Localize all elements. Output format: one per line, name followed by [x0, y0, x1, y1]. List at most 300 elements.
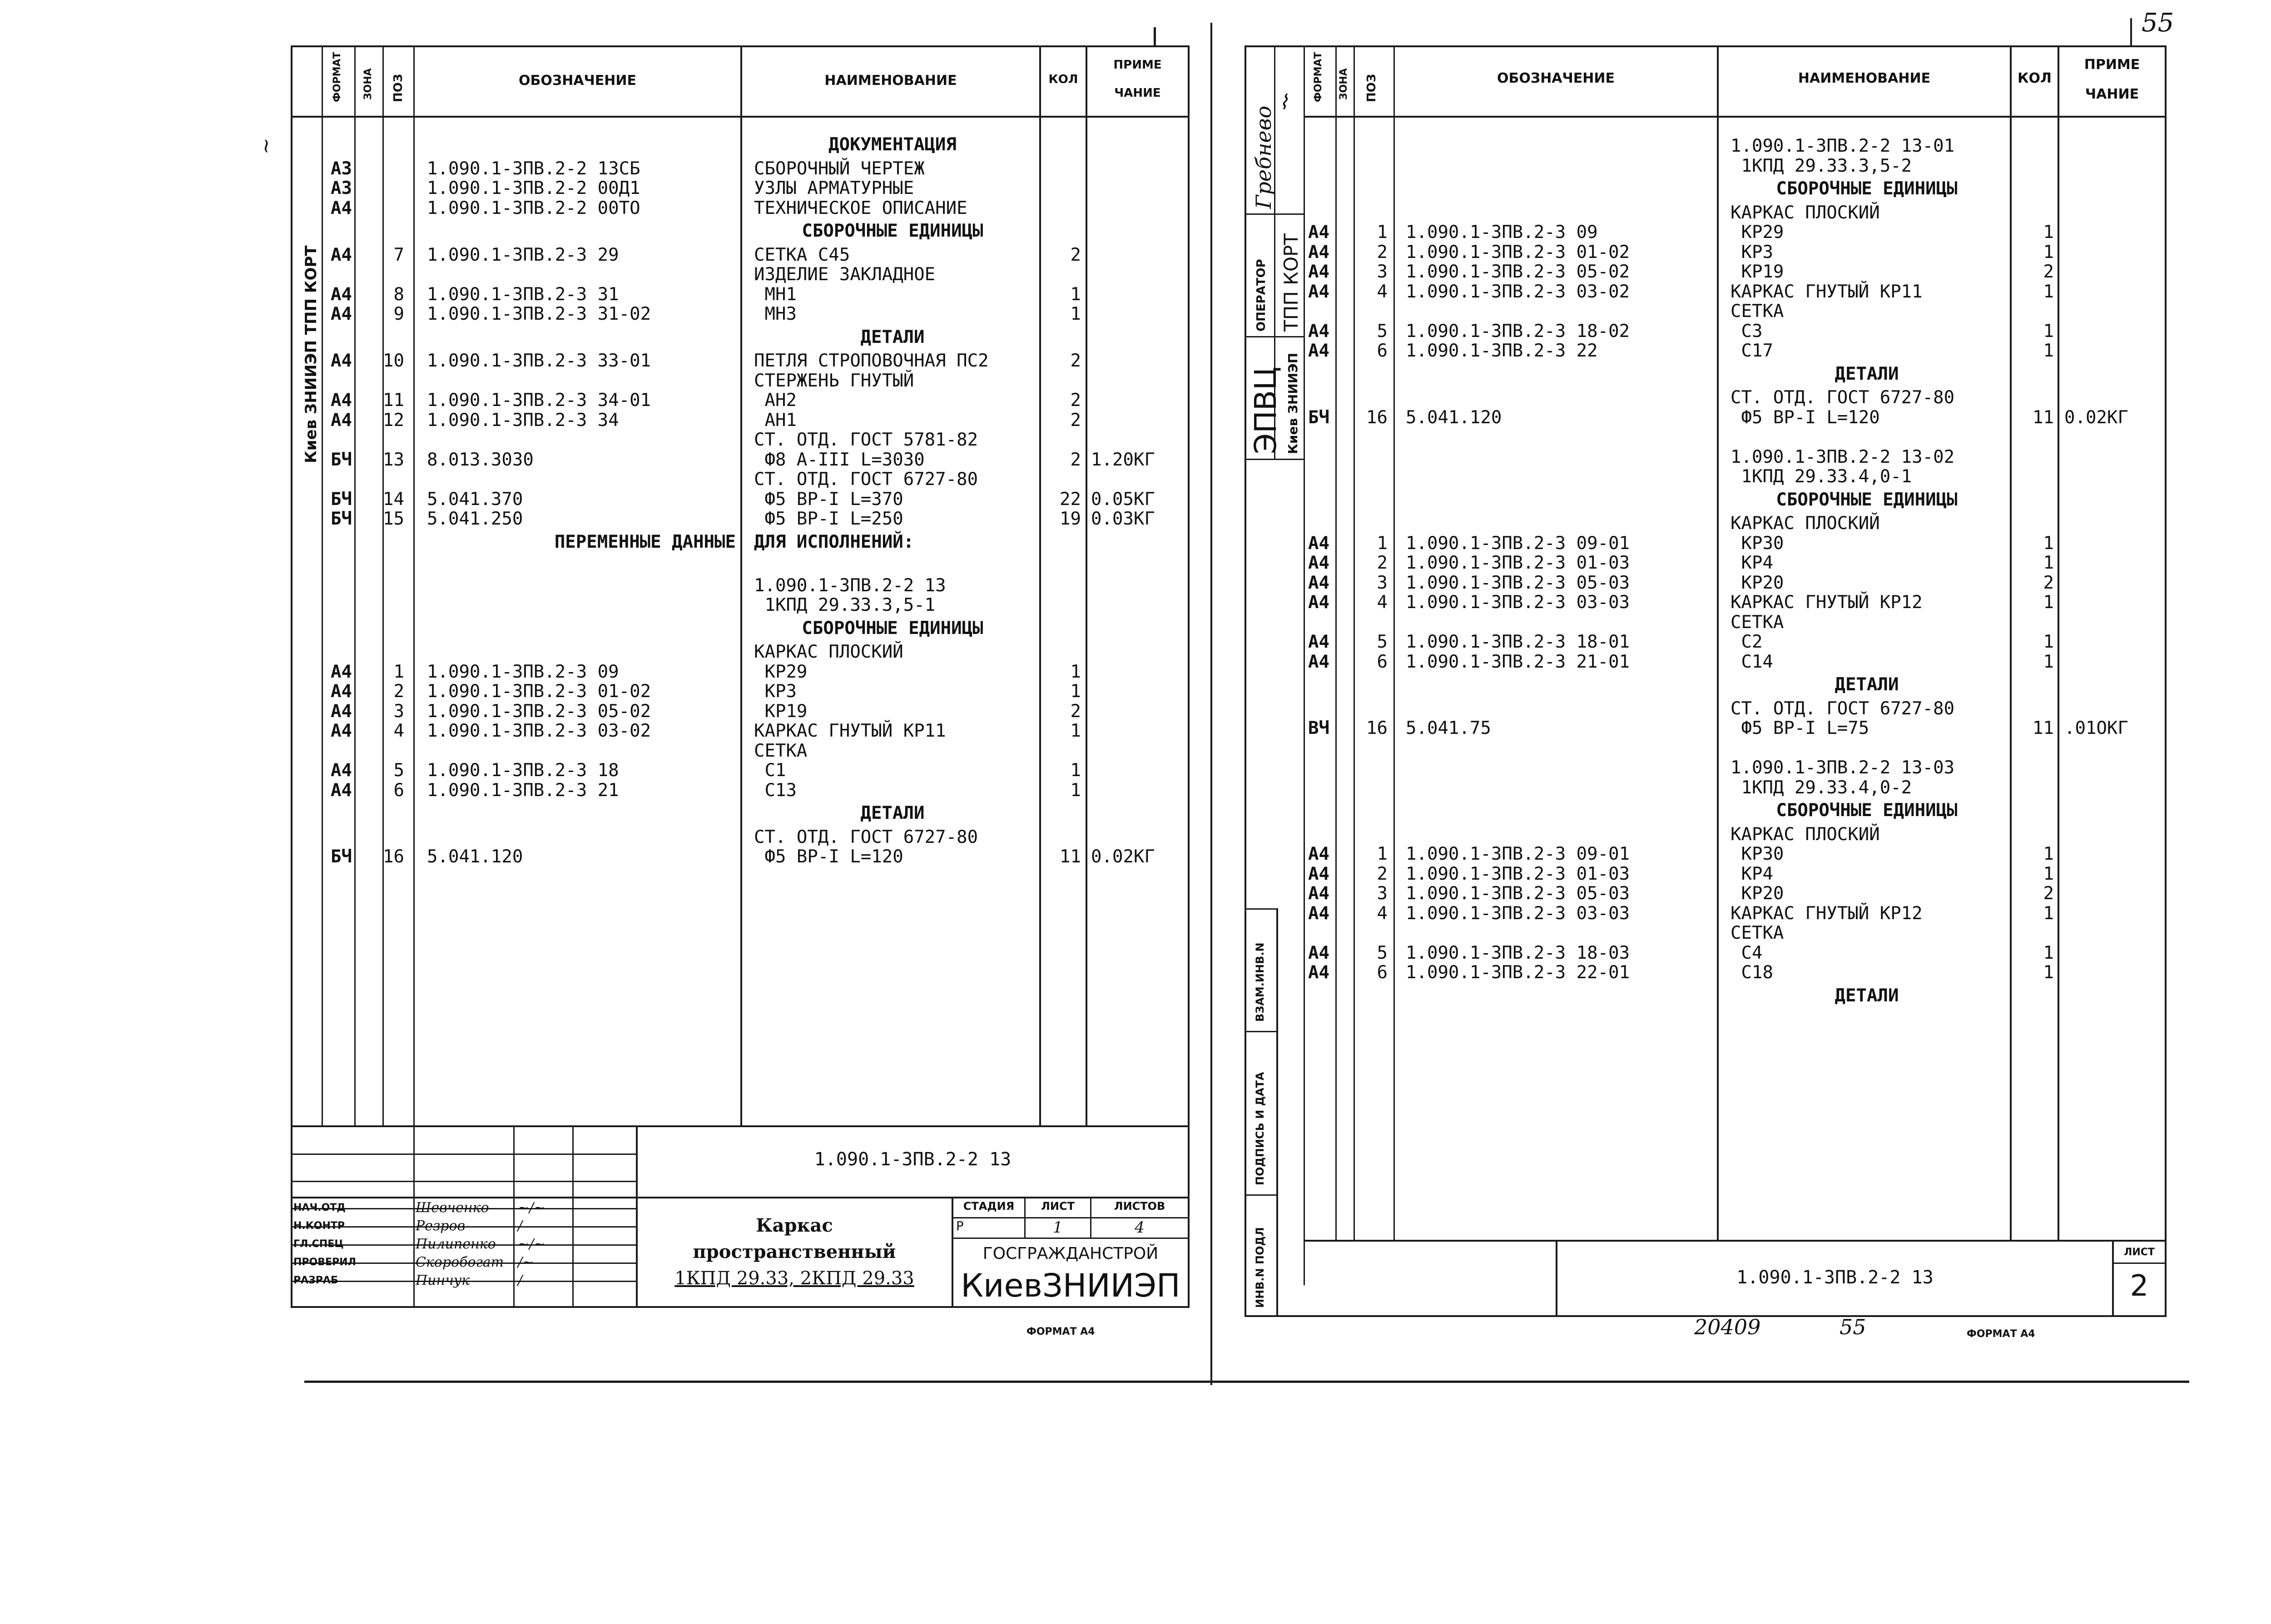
cell-name: КР4 [1731, 553, 1773, 573]
section-heading: СБОРОЧНЫЕ ЕДИНИЦЫ [802, 618, 983, 639]
cell-pos: 5 [1377, 942, 1388, 963]
cell-name: МН3 [754, 304, 797, 324]
table-row [0, 531, 2271, 554]
right-sheet-label: ЛИСТ [2124, 1247, 2155, 1258]
cell-format: А4 [1308, 222, 1329, 243]
cell-note: 0.02КГ [2064, 407, 2128, 428]
table-row [0, 447, 2271, 467]
operator-signature: ⌇ [1279, 91, 1289, 114]
cell-name: СТ. ОТД. ГОСТ 6727-80 [1731, 698, 1955, 719]
cell-name: СТ. ОТД. ГОСТ 6727-80 [754, 827, 978, 847]
cell-pos: 2 [1377, 242, 1388, 262]
cell-qty: 1 [1070, 760, 1081, 781]
cell-pos: 4 [1377, 281, 1388, 302]
cell-pos: 4 [1377, 903, 1388, 924]
stamp-role: ГЛ.СПЕЦ [293, 1238, 344, 1250]
cell-designation: 1.090.1-3ПВ.2-3 18-03 [1406, 942, 1630, 963]
left-format-label: ФОРМАТ А4 [1026, 1326, 1095, 1337]
cell-name: СТ. ОТД. ГОСТ 6727-80 [754, 469, 978, 490]
cell-qty: 1 [1070, 721, 1081, 741]
cell-format: А4 [331, 760, 352, 781]
cell-name: С18 [1731, 962, 1773, 983]
cell-format: А4 [1308, 942, 1329, 963]
cell-name: КР3 [1731, 242, 1773, 262]
section-heading: ДЕТАЛИ [1835, 363, 1899, 384]
table-row [0, 652, 2271, 672]
cell-pos: 16 [1366, 718, 1388, 738]
cell-qty: 11 [1060, 847, 1081, 867]
cell-name: Ф5 ВР-I L=75 [1731, 718, 1869, 738]
cell-pos: 9 [393, 304, 404, 324]
header-note-2: ЧАНИЕ [1114, 86, 1161, 100]
cell-designation: 8.013.3030 [427, 449, 534, 470]
left-doc-code: 1.090.1-3ПВ.2-2 13 [814, 1149, 1012, 1170]
cell-format: А3 [331, 178, 352, 198]
cell-name: С4 [1731, 942, 1763, 963]
stamp-stage: Р [956, 1218, 964, 1233]
section-heading: СБОРОЧНЫЕ ЕДИНИЦЫ [1776, 489, 1958, 510]
cell-designation: 1.090.1-3ПВ.2-3 09-01 [1406, 533, 1630, 554]
cell-designation: 1.090.1-3ПВ.2-3 21 [427, 780, 619, 801]
cell-format: А4 [1308, 883, 1329, 904]
cell-qty: 1 [2043, 242, 2054, 262]
cell-qty: 1 [1070, 780, 1081, 801]
cell-format: БЧ [331, 847, 352, 867]
cell-format: А4 [1308, 242, 1329, 262]
cell-format: А4 [1308, 651, 1329, 672]
cell-designation: 1.090.1-3ПВ.2-3 09 [1406, 222, 1598, 243]
cell-format: А4 [331, 244, 352, 265]
cell-designation: 1.090.1-3ПВ.2-3 18-01 [1406, 632, 1630, 652]
r-header-note-1: ПРИМЕ [2084, 57, 2140, 73]
stamp-person: Пинчук [416, 1272, 470, 1288]
table-row [0, 699, 2271, 718]
cell-name: КР3 [754, 681, 797, 702]
cell-qty: 2 [1070, 701, 1081, 722]
cell-format: А4 [331, 681, 352, 702]
cell-designation: 1.090.1-3ПВ.2-3 33-01 [427, 351, 651, 371]
cell-name: КР20 [1731, 883, 1784, 904]
stamp-title-line-1: Каркас [756, 1215, 833, 1236]
cell-pos: 13 [383, 449, 404, 470]
cell-name: КАРКАС ГНУТЫЙ КР11 [1731, 281, 1923, 302]
cell-designation: 1.090.1-3ПВ.2-3 21-01 [1406, 651, 1630, 672]
cell-name: КР29 [754, 661, 808, 682]
header-note-1: ПРИМЕ [1113, 58, 1162, 72]
cell-designation: 1.090.1-3ПВ.2-3 05-02 [427, 701, 651, 722]
cell-designation: 1.090.1-3ПВ.2-3 31-02 [427, 304, 651, 324]
table-row [0, 904, 2271, 923]
cell-format: А4 [1308, 572, 1329, 593]
cell-format: ВЧ [1308, 718, 1329, 738]
cell-designation: 1.090.1-3ПВ.2-3 03-03 [1406, 592, 1630, 613]
cell-qty: 1 [2043, 321, 2054, 342]
stamp-person: Скоробогат [416, 1254, 504, 1270]
cell-format: А4 [1308, 321, 1329, 342]
table-row [0, 302, 2271, 321]
cell-pos: 1 [1377, 222, 1388, 243]
cell-qty: 1 [1070, 304, 1081, 324]
cell-designation: 1.090.1-3ПВ.2-3 01-02 [1406, 242, 1630, 262]
cell-format: А4 [331, 351, 352, 371]
cell-format: БЧ [1308, 407, 1329, 428]
table-row [0, 341, 2271, 361]
cell-qty: 2 [1070, 410, 1081, 431]
cell-pos: 6 [1377, 341, 1388, 361]
cell-name: СБОРОЧНЫЙ ЧЕРТЕЖ [754, 158, 925, 179]
cell-designation: 1.090.1-3ПВ.2-3 05-03 [1406, 883, 1630, 904]
header-format: ФОРМАТ [332, 52, 343, 102]
cell-name: АН1 [754, 410, 797, 431]
table-row [0, 632, 2271, 652]
cell-designation: 1.090.1-3ПВ.2-2 00ТО [427, 198, 640, 218]
cell-note: 0.03КГ [1091, 509, 1155, 529]
cell-format: А4 [1308, 592, 1329, 613]
cell-designation: 1.090.1-3ПВ.2-3 22-01 [1406, 962, 1630, 983]
section-heading: ДЕТАЛИ [1835, 985, 1899, 1006]
cell-name: КАРКАС ПЛОСКИЙ [754, 642, 903, 662]
table-row [0, 262, 2271, 285]
cell-qty: 1 [2043, 281, 2054, 302]
cell-pos: 10 [383, 351, 404, 371]
header-pos: ПОЗ [392, 74, 405, 102]
cell-qty: 1 [2043, 863, 2054, 884]
cell-format: А4 [331, 390, 352, 411]
table-row [0, 281, 2271, 305]
cell-name: КР30 [1731, 844, 1784, 864]
cell-format: БЧ [331, 509, 352, 529]
cell-format: А4 [1308, 281, 1329, 302]
section-heading: ДЕТАЛИ [860, 803, 925, 823]
cell-pos: 15 [383, 509, 404, 529]
cell-designation: 5.041.120 [427, 847, 523, 867]
cell-format: А4 [331, 721, 352, 741]
cell-format: А3 [331, 158, 352, 179]
cell-designation: 1.090.1-3ПВ.2-3 31 [427, 284, 619, 305]
cell-pos: 4 [393, 721, 404, 741]
cell-qty: 1 [2043, 533, 2054, 554]
cell-qty: 22 [1060, 489, 1081, 510]
cell-name: 1.090.1-3ПВ.2-2 13-03 [1731, 758, 1955, 778]
cell-qty: 1 [2043, 553, 2054, 573]
inv-podl-label: ИНВ.N ПОДЛ [1254, 1227, 1266, 1308]
stamp-stage-label: СТАДИЯ [963, 1200, 1015, 1213]
table-row [0, 155, 2271, 179]
stamp-role: НАЧ.ОТД [293, 1202, 346, 1213]
table-row [0, 593, 2271, 612]
cell-qty: 19 [1060, 509, 1081, 529]
cell-note: 0.02КГ [1091, 847, 1155, 867]
cell-designation: 1.090.1-3ПВ.2-3 01-03 [1406, 863, 1630, 884]
cell-name: КАРКАС ГНУТЫЙ КР11 [754, 721, 946, 741]
table-row [0, 613, 2271, 632]
cell-note: .01ОКГ [2064, 718, 2128, 738]
podpis-label: ПОДПИСЬ И ДАТА [1254, 1072, 1266, 1185]
cell-designation: 1.090.1-3ПВ.2-3 29 [427, 244, 619, 265]
cell-qty: 1 [2043, 962, 2054, 983]
cell-qty: 2 [1070, 449, 1081, 470]
cell-name: КАРКАС ПЛОСКИЙ [1731, 202, 1880, 223]
table-row [0, 825, 2271, 844]
cell-name: Ф5 ВР-I L=370 [754, 489, 903, 510]
cell-pos: 5 [393, 760, 404, 781]
cell-designation: 1.090.1-3ПВ.2-3 05-02 [1406, 262, 1630, 282]
cell-name: КР29 [1731, 222, 1784, 243]
header-zone: ЗОНА [362, 68, 374, 100]
cell-designation: 1.090.1-3ПВ.2-2 13СБ [427, 158, 640, 179]
cell-name: С3 [1731, 321, 1763, 342]
stamp-role: ПРОВЕРИЛ [293, 1257, 356, 1268]
cell-format: А4 [1308, 553, 1329, 573]
cell-designation: 1.090.1-3ПВ.2-2 00Д1 [427, 178, 640, 198]
cell-name: МН1 [754, 284, 797, 305]
cell-name: ПЕТЛЯ СТРОПОВОЧНАЯ ПС2 [754, 351, 989, 371]
cell-pos: 6 [393, 780, 404, 801]
cell-pos: 6 [1377, 962, 1388, 983]
cell-name: 1КПД 29.33.3,5-2 [1731, 155, 1912, 176]
cell-pos: 7 [393, 244, 404, 265]
stamp-sheet-label: ЛИСТ [1041, 1200, 1075, 1213]
right-sheet-number: 2 [2130, 1269, 2149, 1303]
cell-designation: 5.041.370 [427, 489, 523, 510]
cell-designation: 1.090.1-3ПВ.2-3 09 [427, 661, 619, 682]
cell-designation: 1.090.1-3ПВ.2-3 22 [1406, 341, 1598, 361]
cell-format: А4 [331, 304, 352, 324]
cell-designation: 1.090.1-3ПВ.2-3 09-01 [1406, 844, 1630, 864]
cell-qty: 1 [1070, 661, 1081, 682]
stamp-sheet: 1 [1053, 1218, 1063, 1237]
cell-name: СЕТКА [1731, 301, 1784, 322]
cell-qty: 1 [1070, 681, 1081, 702]
right-format-label: ФОРМАТ А4 [1967, 1328, 2035, 1340]
r-header-name: НАИМЕНОВАНИЕ [1798, 70, 1931, 86]
cell-pos: 3 [1377, 883, 1388, 904]
r-header-qty: КОЛ [2018, 70, 2052, 86]
page-number: 55 [2142, 8, 2174, 38]
cell-qty: 11 [2033, 718, 2054, 738]
cell-pos: 3 [1377, 572, 1388, 593]
left-side-signature: ~ [254, 138, 278, 154]
cell-pos: 6 [1377, 651, 1388, 672]
stamp-org-1: ГОСГРАЖДАНСТРОЙ [982, 1244, 1159, 1263]
header-designation: ОБОЗНАЧЕНИЕ [519, 73, 636, 89]
table-row [0, 884, 2271, 903]
cell-designation: 1.090.1-3ПВ.2-3 03-03 [1406, 903, 1630, 924]
table-row [0, 943, 2271, 963]
cell-name: СЕТКА [1731, 923, 1784, 943]
cell-designation: 1.090.1-3ПВ.2-3 05-03 [1406, 572, 1630, 593]
cell-name: ИЗДЕЛИЕ ЗАКЛАДНОЕ [754, 264, 936, 285]
cell-name: ТЕХНИЧЕСКОЕ ОПИСАНИЕ [754, 198, 967, 218]
table-row [0, 243, 2271, 262]
cell-name: КР20 [1731, 572, 1784, 593]
section-heading: ДЕТАЛИ [860, 327, 925, 347]
cell-qty: 2 [1070, 390, 1081, 411]
cell-format: А4 [1308, 844, 1329, 864]
variants-label: ДЛЯ ИСПОЛНЕНИЙ: [754, 531, 914, 552]
cell-qty: 2 [2043, 572, 2054, 593]
cell-pos: 16 [1366, 407, 1388, 428]
cell-format: А4 [1308, 962, 1329, 983]
stamp-org-2: КиевЗНИИЭП [961, 1267, 1180, 1304]
cell-name: 1.090.1-3ПВ.2-2 13-01 [1731, 136, 1955, 156]
cell-format: А4 [331, 198, 352, 218]
operator-dept: ТПП КОРТ [1280, 233, 1302, 332]
header-qty: КОЛ [1048, 73, 1078, 86]
table-row [0, 844, 2271, 867]
cell-qty: 1 [2043, 592, 2054, 613]
cell-name: КР19 [1731, 262, 1784, 282]
cell-name: АН2 [754, 390, 797, 411]
cell-name: СТЕРЖЕНЬ ГНУТЫЙ [754, 370, 914, 391]
cell-pos: 1 [393, 661, 404, 682]
cell-pos: 5 [1377, 632, 1388, 652]
cell-designation: 5.041.250 [427, 509, 523, 529]
cell-format: А4 [331, 410, 352, 431]
cell-qty: 1 [2043, 341, 2054, 361]
cell-qty: 11 [2033, 407, 2054, 428]
cell-name: КР4 [1731, 863, 1773, 884]
bottom-number-2: 55 [1840, 1315, 1866, 1339]
cell-name: С14 [1731, 651, 1773, 672]
table-row [0, 572, 2271, 596]
cell-designation: 1.090.1-3ПВ.2-3 01-02 [427, 681, 651, 702]
table-row [0, 758, 2271, 777]
cell-designation: 1.090.1-3ПВ.2-3 03-02 [1406, 281, 1630, 302]
cell-designation: 1.090.1-3ПВ.2-3 01-03 [1406, 553, 1630, 573]
table-row [0, 514, 2271, 533]
stamp-signatures: ~∕~ ∕ ~∕~ ∕~ ∕ [518, 1200, 545, 1288]
operator-name: Гребнево [1251, 105, 1276, 209]
stamp-sheets-label: ЛИСТОВ [1114, 1200, 1165, 1213]
cell-name: Ф5 ВР-I L=250 [754, 509, 903, 529]
cell-name: КР19 [754, 701, 808, 722]
stamp-role: Н.КОНТР [293, 1220, 345, 1232]
cell-name: КР30 [1731, 533, 1784, 554]
cell-name: КАРКАС ПЛОСКИЙ [1731, 824, 1880, 845]
cell-name: Ф5 ВР-I L=120 [1731, 407, 1880, 428]
right-spec-table [0, 136, 2271, 1235]
table-row [0, 223, 2271, 242]
variable-data-label: ПЕРЕМЕННЫЕ ДАННЫЕ [554, 531, 736, 552]
cell-note: 0.05КГ [1091, 489, 1155, 510]
stamp-title-line-3: 1КПД 29.33, 2КПД 29.33 [674, 1268, 914, 1289]
table-row [0, 864, 2271, 884]
r-header-note-2: ЧАНИЕ [2085, 86, 2139, 102]
cell-name: 1.090.1-3ПВ.2-2 13-02 [1731, 446, 1955, 467]
cell-pos: 16 [383, 847, 404, 867]
cell-name: УЗЛЫ АРМАТУРНЫЕ [754, 178, 914, 198]
cell-format: А4 [331, 780, 352, 801]
cell-qty: 1 [2043, 903, 2054, 924]
cell-qty: 2 [2043, 883, 2054, 904]
cell-name: КАРКАС ПЛОСКИЙ [1731, 513, 1880, 534]
table-row [0, 778, 2271, 797]
cell-designation: 5.041.75 [1406, 718, 1491, 738]
cell-qty: 1 [1070, 284, 1081, 305]
r-header-format: ФОРМАТ [1313, 52, 1324, 102]
table-row [0, 963, 2271, 982]
cell-name: 1КПД 29.33.4,0-2 [1731, 777, 1912, 798]
cell-name: 1КПД 29.33.3,5-1 [754, 595, 936, 615]
cell-name: Ф8 А-III L=3030 [754, 449, 925, 470]
r-header-pos: ПОЗ [1365, 74, 1378, 102]
cell-designation: 1.090.1-3ПВ.2-3 03-02 [427, 721, 651, 741]
cell-name: СЕТКА [754, 740, 808, 761]
table-row [0, 388, 2271, 407]
stamp-title-line-2: пространственный [693, 1241, 896, 1263]
cell-format: БЧ [331, 489, 352, 510]
cell-pos: 8 [393, 284, 404, 305]
section-heading: СБОРОЧНЫЕ ЕДИНИЦЫ [1776, 800, 1958, 821]
cell-pos: 14 [383, 489, 404, 510]
cell-pos: 11 [383, 390, 404, 411]
cell-designation: 1.090.1-3ПВ.2-3 34 [427, 410, 619, 431]
table-row [0, 203, 2271, 223]
cell-name: Ф5 ВР-I L=120 [754, 847, 903, 867]
cell-qty: 2 [1070, 351, 1081, 371]
table-row [0, 136, 2271, 156]
cell-format: А4 [1308, 262, 1329, 282]
cell-name: СТ. ОТД. ГОСТ 5781-82 [754, 430, 978, 450]
cell-format: А4 [1308, 341, 1329, 361]
table-row [0, 923, 2271, 943]
stamp-person: Резров [416, 1218, 466, 1234]
stamp-role: РАЗРАБ [293, 1275, 338, 1286]
cell-designation: 1.090.1-3ПВ.2-3 34-01 [427, 390, 651, 411]
cell-format: А4 [331, 701, 352, 722]
cell-name: С13 [754, 780, 797, 801]
cell-pos: 12 [383, 410, 404, 431]
cell-format: А4 [1308, 903, 1329, 924]
stamp-person: Шевченко [416, 1200, 489, 1216]
operator-label: ОПЕРАТОР [1255, 259, 1268, 332]
cell-qty: 1 [2043, 844, 2054, 864]
cell-format: БЧ [331, 449, 352, 470]
cell-name: КАРКАС ГНУТЫЙ КР12 [1731, 592, 1923, 613]
cell-pos: 2 [1377, 553, 1388, 573]
cell-qty: 1 [2043, 651, 2054, 672]
bottom-number-1: 20409 [1694, 1315, 1761, 1339]
org-small: Киев ЗНИИЭП [1285, 352, 1300, 454]
cell-designation: 1.090.1-3ПВ.2-3 18 [427, 760, 619, 781]
cell-name: СТ. ОТД. ГОСТ 6727-80 [1731, 387, 1955, 408]
r-header-zone: ЗОНА [1338, 68, 1349, 100]
cell-note: 1.20КГ [1091, 449, 1155, 470]
cell-name: С2 [1731, 632, 1763, 652]
cell-pos: 2 [1377, 863, 1388, 884]
left-side-stamp: Киев ЗНИИЭП ТПП КОРТ [302, 245, 320, 463]
r-header-designation: ОБОЗНАЧЕНИЕ [1497, 70, 1615, 86]
cell-name: С17 [1731, 341, 1773, 361]
header-name: НАИМЕНОВАНИЕ [824, 73, 957, 89]
cell-name: С1 [754, 760, 786, 781]
cell-pos: 3 [1377, 262, 1388, 282]
table-row [0, 408, 2271, 427]
table-row [0, 553, 2271, 573]
stamp-person: Пилипенко [416, 1236, 496, 1252]
cell-pos: 5 [1377, 321, 1388, 342]
org-big: ЭПВЦ [1248, 366, 1283, 454]
section-heading: СБОРОЧНЫЕ ЕДИНИЦЫ [1776, 178, 1958, 199]
cell-format: А4 [1308, 533, 1329, 554]
cell-qty: 1 [2043, 632, 2054, 652]
section-heading: ДЕТАЛИ [1835, 674, 1899, 695]
cell-qty: 2 [2043, 262, 2054, 282]
cell-designation: 1.090.1-3ПВ.2-3 18-02 [1406, 321, 1630, 342]
cell-pos: 4 [1377, 592, 1388, 613]
cell-pos: 2 [393, 681, 404, 702]
